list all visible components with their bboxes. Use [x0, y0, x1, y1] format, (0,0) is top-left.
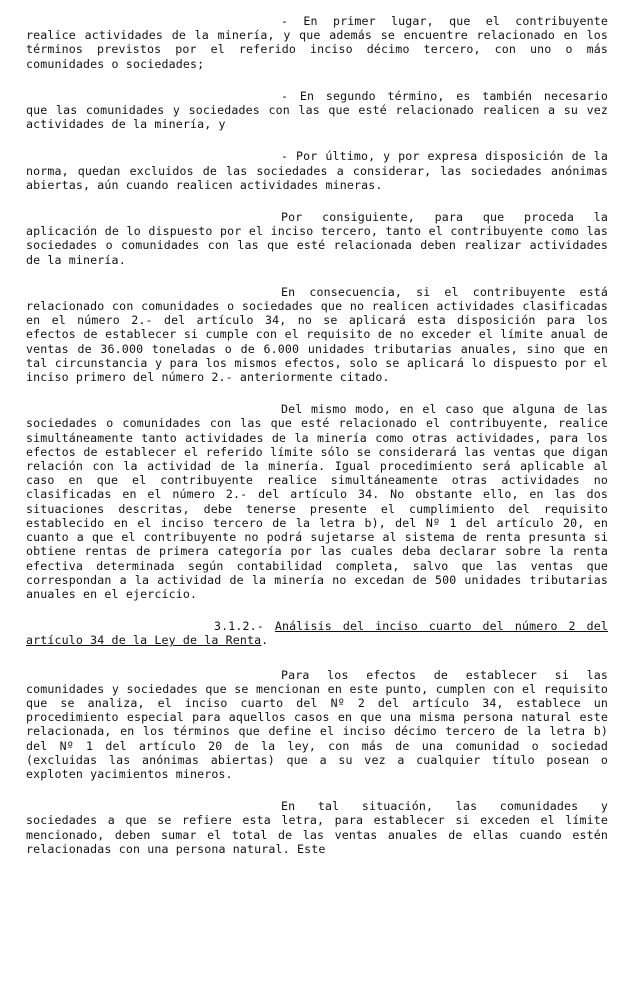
paragraph-second-requirement: - En segundo término, es también necesario que las comunidades y sociedades con las que esté relacionado realicen a su vez actividades de la minería, y [26, 88, 608, 132]
paragraph-consequence: En consecuencia, si el contribuyente está relacionado con comunidades o sociedades que no realicen actividades clasificadas en el número 2.- del artículo 34, no se aplicará esta disposición para los efectos de establecer si cumple con el requisito de no exceder el límite anual de ventas de 36.000 toneladas o de 6.000 unidades tributarias anuales, sino que en tal circunstancia y para los mismos efectos, solo se aplicará lo dispuesto por el inciso primero del número 2.- anteriormente citado. [26, 284, 608, 385]
section-title: Análisis del inciso cuarto del número 2 del artículo 34 de la Ley de la Renta [26, 619, 609, 648]
paragraph-procedure: Para los efectos de establecer si las comunidades y sociedades que se mencionan en este punto, cumplen con el requisito que se analiza, el inciso cuarto del Nº 2 del artículo 34, establece un procedimiento especial para aquellos casos en que una misma persona natural este relacionada, en los términos que define el inciso décimo tercero de la letra b) del Nº 1 del artículo 20 de la ley, con más de una comunidad o sociedad (excluidas las anónimas abiertas) que a su vez a cualquier título posean o exploten yacimientos mineros. [26, 667, 608, 781]
section-heading [26, 619, 608, 647]
paragraph-situation: En tal situación, las comunidades y sociedades a que se refiere esta letra, para establecer si exceden el límite mencionado, deben sumar el total de las ventas anuales de ellas cuando estén relacionadas con una persona natural. Este [26, 799, 608, 856]
paragraph-consequently: Por consiguiente, para que proceda la aplicación de lo dispuesto por el inciso tercero, tanto el contribuyente como las sociedades o comunidades con las que esté relacionada deben realizar actividades de la minería. [26, 210, 608, 267]
section-title-end: . [261, 633, 269, 648]
paragraph-first-requirement: - En primer lugar, que el contribuyente realice actividades de la minería, y que además se encuentre relacionado en los términos previstos por el referido inciso décimo tercero, con uno o más comunidades o sociedades; [26, 14, 608, 71]
paragraph-likewise: Del mismo modo, en el caso que alguna de las sociedades o comunidades con las que esté relacionado el contribuyente, realice simultáneamente tanto actividades de la minería como otras actividades, para los efectos de establecer el referido límite sólo se considerará las ventas que digan relación con la actividad de la minería. Igual procedimiento será aplicable al caso en que el contribuyente realice simultáneamente otras actividades no clasificadas en el número 2.- del artículo 34. No obstante ello, en las dos situaciones descritas, debe tenerse presente el cumplimiento del requisito establecido en el inciso tercero de la letra b), del Nº 1 del artículo 20, en cuanto a que el contribuyente no podrá sujetarse al sistema de renta presunta si obtiene rentas de primera categoría por las cuales deba declarar sobre la renta efectiva determinada según contabilidad completa, salvo que las ventas que correspondan a la actividad de la minería no excedan de 500 unidades tributarias anuales en el ejercicio. [26, 402, 608, 601]
paragraph-exclusion: - Por último, y por expresa disposición de la norma, quedan excluidos de las sociedades a considerar, las sociedades anónimas abiertas, aún cuando realicen actividades mineras. [26, 149, 608, 192]
section-number: 3.1.2.- [214, 619, 264, 634]
